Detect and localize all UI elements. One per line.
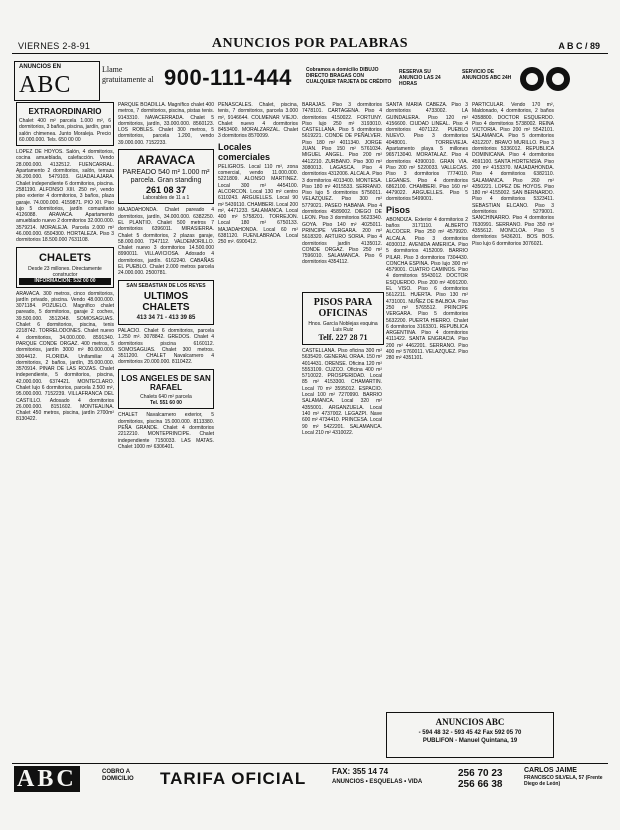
pisos-oficinas-sub: Hnos. García Noblejas esquina Luis Ruiz [308,321,378,333]
ultimos-title: ULTIMOS CHALETS [142,290,190,313]
aravaca-hours: Laborables de 11 a 1 [142,195,190,202]
angeles-tel: Tel. 551 60 00 [150,400,182,407]
header-page: A B C / 89 [558,41,600,51]
angeles-box [118,369,214,410]
column-6 [472,102,554,702]
column-1-text: LOPEZ DE HOYOS. Salón, 4 dormitorios, cocina amueblada, calefacción. Vendo 28.000.000. 4132512. FUENCARRAL. Apartamento 2 dormitorios, salón, terraza 36.200.000. 5479103. GUADALAJARA. Chalet independiente 6 dormitorios, piscina. 2581190. ALFONSO XIII. 250 m², vendo piso exterior 4 dormitorios, 3 baños, plaza garaje. 74.000.000. 4159871. PIO XII. Piso lujo 5 dormitorios, jardín comunitario 4126088. ARAVACA. Apartamento amueblado nuevo 2 dormitorios 32.000.000. 3579214. MORALEJA. Parcela 2.000 m² 46.000.000. 6504300. HORTALEZA. Piso 3 dormitorios 18.500.000 7631108. [16,149,114,244]
column-5-text: SANTA MARIA CABEZA. Piso 3 dormitorios 4733002. LA GUINDALERA. Piso 120 m² 4156600. CIUDAD LINEAL. Piso 4 dormitorios 4071122. PUEBLO NUEVO. Piso 3 dormitorios 4048001. TORREVIEJA. Apartamento playa 5 millones 965713040. MORATALAZ. Piso 4 dormitorios 4390010. GRAN VIA. Piso 200 m² 5220033. VALLECAS. Piso 3 dormitorios 7774010. LEGANES. Piso 4 dormitorios 6862100. CHAMBERI. Piso 160 m² 4479022. ARGUELLES. Piso 5 dormitorios 5499001. [386,102,468,203]
column-2-text: PARQUE BOADILLA. Magnífico chalet 400 metros, 7 dormitorios, piscina, pistas tenis. 9143310. NAVACERRADA. Chalet 5 dormitorios, jardín, 33.000.000. 8560123. LOS ROBLES. Chalet 300 metros, 5 dormitorios, parcela 1.200, vendo 39.000.000. 7152233. [118,102,214,146]
topbar-block-1: Cobramos a domicilio DIBUJO DIRECTO BRAGAS CON CUALQUIER TARJETA DE CRÉDITO [306,67,392,85]
page-header [12,35,608,54]
column-2 [118,102,214,762]
angeles-sub: Chalets 640 m² parcela [140,393,192,400]
extraordinario-text: Chalet 400 m² parcela 1.000 m², 6 dormitorios, 3 baños, piscina, jardín, gran salón chimenea. Junto Moraleja. Precio 60.000.000. Tels. 650 00 00 [19,118,111,143]
footer-tarifa: TARIFA OFICIAL [160,769,307,788]
ultimos-tel: 413 34 71 - 413 39 85 [136,314,196,321]
column-5 [386,102,468,752]
header-title: ANUNCIOS POR PALABRAS [211,36,409,51]
abc-small-label: ANUNCIOS EN [19,64,62,70]
ultimos-sub: SAN SEBASTIAN DE LOS REYES [126,282,206,289]
abc-ads-box [14,61,100,101]
chalets-title: CHALETS [39,251,91,264]
column-2-text-2: MAJADAHONDA. Chalet pareado 4 dormitorios, jardín, 34.000.000. 6382250. EL PLANTIO. Chalet 500 metros 7 dormitorios 6396011. MIRASIERRA. Chalet 5 dormitorios, 2 plazas garaje, 58.000.000. 7347112. VALDEMORILLO. Chalet nuevo 3 dormitorios 14.500.000 8990011. VILLAVICIOSA. Adosado 4 dormitorios, jardín. 6162240. CABAÑAS EL PUEBLO. Chalet 2.000 metros parcela 24.000.000. 2500781. [118,207,214,277]
column-4-text-2: CASTELLANA. Piso oficina 300 m² 5635420. GENERAL ORAA. 150 m² 4014431. ORENSE. Oficina 120 m² 5553109. CUZCO. Oficina 400 m² 5710022. PROSPERIDAD. Local 85 m² 4153300. CHAMARTIN. Local 70 m² 3595012. ESPACIO. Local 100 m² 7270990. BARRIO SALAMANCA. Local 320 m² 4355001. ARGANZUELA. Local 140 m² 4737002. LEGAZPI. Nave 600 m² 4734410. PRINCESA. Local 90 m² 5422201. SALAMANCA. Local 210 m² 4310022. [302,348,382,436]
column-4-lower [302,348,382,760]
pisos-title: Pisos [386,204,411,215]
publifon-box [386,712,554,758]
pisos-oficinas-title: PISOS PARA OFICINAS [313,297,373,319]
footer-abc: ABC [14,766,80,792]
pisos-oficinas-box [302,292,384,345]
footer-carlos-sub: FRANCISCO SILVELA, 57 (Frente Diego de León) [524,775,603,787]
llame-text: Llame gratuitamente al [102,65,154,84]
column-3 [218,102,298,762]
column-4-text: BARAJAS. Piso 3 dormitorios 7478101. CARTAGENA. Piso 4 dormitorios 4150022. FORTUNY. Piso lujo 250 m² 3193010. CASTELLANA. Piso 5 dormitorios 5619221. CONDE DE PEÑALVER. Piso 180 m² 4011340. JORGE JUAN. Piso 150 m² 5761034. MIGUEL ANGEL. Piso 200 m² 4412210. ZURBANO. Piso 300 m² 3080013. LAGASCA. Piso 4 dormitorios 4312006. ALCALA. Piso 3 dormitorios 4013400. MONTESA. Piso 180 m² 4015533. SERRANO. Piso lujo 5 dormitorios 5756011. VELAZQUEZ. Piso 300 m² 5779021. PASEO HABANA. Piso 4 dormitorios 4589002. DIEGO DE LEON. Piso 3 dormitorios 5623340. GOYA. Piso 140 m² 4025011. PRINCIPE VERGARA. 200 m² 5618320. ARTURO SORIA. Piso 4 dormitorios jardín 4135012. CONDE ORGAZ. Piso 250 m² 7596010. SALAMANCA. Piso 6 dormitorios 4354112. [302,102,382,266]
footer-num-1: 256 70 23 [458,768,503,779]
column-1 [16,102,114,762]
column-2-text-4: CHALET Navalcarnero exterior, 5 dormitorios, piscina 15.000.000. 8113380. PEÑA GRANDE. Chalet 4 dormitorios 2212210. MONTEPRINCIPE. Chalet independiente 7150033. LAS MATAS. Chalet 1000 m² 6306401. [118,412,214,450]
abc-logo-icon [518,63,576,95]
ultimos-chalets-box [118,280,214,325]
chalets-info: INFORMACION: 532 00 00 [19,278,111,284]
footer-fax-block [332,767,422,787]
pisos-oficinas-tel: Telf. 227 28 71 [318,333,368,342]
chalets-box [16,247,114,288]
footer-fax: FAX: 355 14 74 [332,767,389,776]
header-date: VIERNES 2-8-91 [18,41,91,51]
footer-carlos-block [524,767,614,787]
free-phone: 900-111-444 [164,65,292,90]
aravaca-sub: PAREADO 540 m² 1.000 m² parcela. Gran standing [122,169,210,185]
footer-cobro: COBRO A DOMICILIO [102,769,134,782]
publifon-title: ANUNCIOS ABC [435,717,505,727]
column-1-text-2: ARAVACA. 300 metros, cinco dormitorios, jardín privado, piscina. Vendo 48.000.000. 3071184. POZUELO. Magnífico chalet pareado, 5 dormitorios, garaje 2 coches, 39.500.000. 3512048. SOMOSAGUAS. Chalet 6 dormitorios, piscina, tenis 2218742. TORRELODONES. Chalet nuevo 4 dormitorios, 34.000.000. 8591340. PARQUE CONDE ORGAZ. 400 metros, 5 dormitorios, jardín 3000 m² 80.000.000. 3004412. FLORIDA. Unifamiliar 4 dormitorios, 2 baños, jardín, 35.000.000. 3570914. PINAR DE LAS ROZAS. Chalet independiente, 5 dormitorios, piscina, 42.000.000. 6374421. MONTECLARO. Chalet lujo 6 dormitorios, parcela 2.500 m², 95.000.000. 7152239. VILLAFRANCA DEL CASTILLO. Adosado 4 dormitorios 26.000.000. 8151602. MONTEALINA. Chalet 450 metros, piscina, jardín 2700m² 8130422. [16,290,114,423]
extraordinario-box [16,102,114,146]
topbar-block-2: RESERVA SU ANUNCIO LAS 24 HORAS [399,69,441,87]
abc-big-label: ABC [19,72,72,98]
footer-carlos: CARLOS JAIME [524,767,577,774]
footer-numbers [458,768,503,790]
column-2-text-3: PALACIO. Chalet 6 dormitorios, parcela 1.250 m². 3078842. GREDOS. Chalet 4 dormitorios piscina 6160112. SOMOSAGUAS. Chalet 300 metros. 3511200. CHALET Navalcarnero 4 dormitorios 20.000.000. 8110422. [118,327,214,366]
aravaca-box [118,149,214,204]
chalets-sub: Desde 23 millones. Directamente constructor [28,265,102,278]
column-6-text: PARTICULAR. Vendo 170 m², Maldonado, 4 dormitorios, 2 baños 4358800. DOCTOR ESQUERDO. Piso 4 dormitorios 5738002. REINA VICTORIA. Piso 200 m² 5542101. SALAMANCA. Piso 5 dormitorios 4312207. BRAVO MURILLO. Piso 3 dormitorios 5336012. REPUBLICA DOMINICANA. Piso 4 dormitorios 4591100. SANTA HORTENSIA. Piso 200 m² 4153370. MAJADAHONDA. Piso 4 dormitorios 6382110. SALAMANCA. Piso 260 m² 4350221. LOPEZ DE HOYOS. Piso 180 m² 4155002. SAN BERNARDO. Piso 4 dormitorios 5323411. SEBASTIAN ELCANO. Piso 3 dormitorios 5279001. SANCHINARRO. Piso 4 dormitorios 7630991. SERRANO. Piso 350 m² 4355612. MONCLOA. Piso 5 dormitorios 5436201. BOS BOS. Piso lujo 6 dormitorios 3076021. [472,102,554,247]
angeles-title: LOS ANGELES DE SAN RAFAEL [121,373,211,392]
top-ad-bar [14,61,610,101]
footer-bar [12,763,608,794]
column-5-text-2: ABONDIZA. Exterior 4 dormitorios 2 baños 3171110. ALBERTO ALCOCER. Piso 250 m² 4579920. ALCALA. Piso 3 dormitorios 4030012. AVENIDA AMERICA. Piso 5 dormitorios 4152009. BARRIO PILAR. Piso 3 dormitorios 7304430. CONCHA ESPINA. Piso lujo 300 m² 4579001. CUATRO CAMINOS. Piso 4 dormitorios 5543012. DOCTOR ESQUERDO. Piso 200 m² 4091200. EL VISO. Piso 6 dormitorios 5612211. HUERTA. Piso 130 m² 4731001. NUÑEZ DE BALBOA. Piso 250 m² 5765512. PRINCIPE VERGARA. Piso 5 dormitorios 5632200. PUERTA HIERRO. Chalet 6 dormitorios 3163301. REPUBLICA ARGENTINA. Piso 4 dormitorios 4111422. SANTA ENGRACIA. Piso 200 m² 4462201. SERRANO. Piso 400 m² 5760011. VELAZQUEZ. Piso 280 m² 4351101. [386,216,468,362]
publifon-name: PUBLIFON - Manuel Quintana, 19 [422,738,518,744]
footer-fax-sub: ANUNCIOS • ESQUELAS • VIDA [332,779,423,785]
extraordinario-title: EXTRAORDINARIO [28,107,102,116]
footer-num-2: 256 66 38 [458,779,503,790]
aravaca-tel: 261 08 37 [145,185,187,196]
column-3-text: PEÑASCALES. Chalet, piscina, tenis, 7 dormitorios, parcela 3.000 m², 9146644. COLMENAR VIEJO. Chalet nuevo 4 dormitorios 8453400. MORALZARZAL. Chalet 3 dormitorios 8570099. [218,102,298,140]
column-3-text-2: PELIGROS. Local 110 m², zona comercial, vendo 11.000.000. 5221809. ALONSO MARTINEZ. Local 300 m² 4454100. ALCORCON. Local 130 m² centro 6110243. ARGUELLES. Local 90 m² 5439110. CHAMBERI. Local 200 m², 4471233. SALAMANCA. Local 400 m² 5758201. TORREJON. Local 180 m² 6750133. MAJADAHONDA. Local 60 m² 6381120. FUENLABRADA. Local 250 m². 6900412. [218,163,298,246]
publifon-tels: - 594 48 32 - 593 45 42 Fax 592 05 70 [418,730,522,736]
topbar-block-3: SERVICIO DE ANUNCIOS ABC 24H [462,69,512,81]
locales-title: Locales comerciales [218,141,271,162]
aravaca-title: ARAVACA [136,153,196,168]
